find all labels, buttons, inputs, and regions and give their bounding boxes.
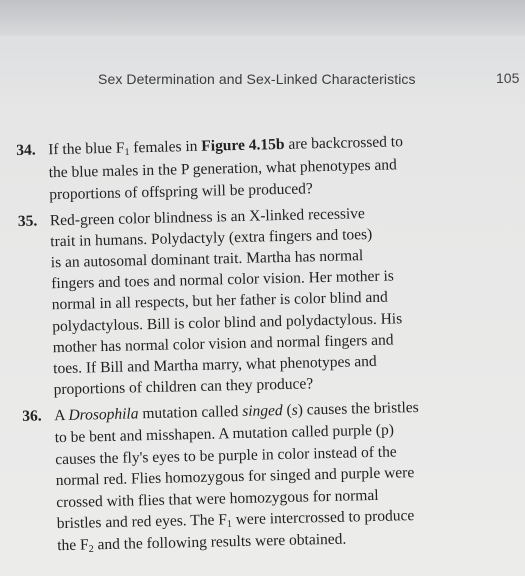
problem-line: normal in all respects, but her father is color blind and: [51, 288, 389, 314]
problem-34: [16, 129, 517, 208]
problem-line: the blue males in the P generation, what phenotypes and: [48, 155, 397, 181]
problem-number: 34.: [16, 141, 36, 159]
problem-number: 36.: [22, 407, 42, 426]
figure-reference: Figure 4.15b: [201, 135, 285, 155]
problem-line: causes the fly's eyes to be purple in color instead of the: [55, 442, 397, 468]
problem-line: the $F_2$ and the following results were obtained.: [57, 530, 347, 555]
problem-line: proportions of offspring will be produced?: [49, 180, 313, 204]
problem-line: A Drosophila mutation called singed (s) causes the bristles: [54, 399, 419, 425]
page-number: 105: [496, 70, 520, 86]
problem-line: to be bent and misshapen. A mutation called purple (p): [54, 421, 395, 447]
running-head: Sex Determination and Sex-Linked Characteristics: [98, 71, 416, 87]
problem-line: polydactylous. Bill is color blind and polydactylous. His: [52, 309, 403, 335]
problem-line: bristles and red eyes. The $F_1$ were intercrossed to produce: [56, 507, 415, 533]
problem-number: 35.: [17, 212, 38, 230]
page-top-edge: [0, 0, 525, 36]
problem-line: crossed with flies that were homozygous for normal: [56, 486, 379, 511]
problem-list: [16, 129, 525, 558]
problem-line: toes. If Bill and Martha marry, what phenotypes and: [53, 352, 377, 378]
problem-line: trait in humans. Polydactyly (extra fingers and toes): [50, 225, 373, 250]
problem-line: normal red. Flies homozygous for singed and purple were: [55, 464, 415, 490]
problem-line: is an autosomal dominant trait. Martha has normal: [50, 247, 364, 272]
problem-36: [22, 395, 525, 557]
problem-35: [18, 199, 522, 401]
problem-line: mother has normal color vision and normal fingers and: [52, 331, 394, 356]
problem-line: proportions of children can they produce?: [53, 375, 314, 399]
problem-line: If the blue $F_1$ females in Figure 4.15b are backcrossed to: [48, 133, 404, 159]
problem-line: Red-green color blindness is an X-linked recessive: [49, 204, 366, 229]
problem-line: fingers and toes and normal color vision. Her mother is: [51, 267, 395, 293]
